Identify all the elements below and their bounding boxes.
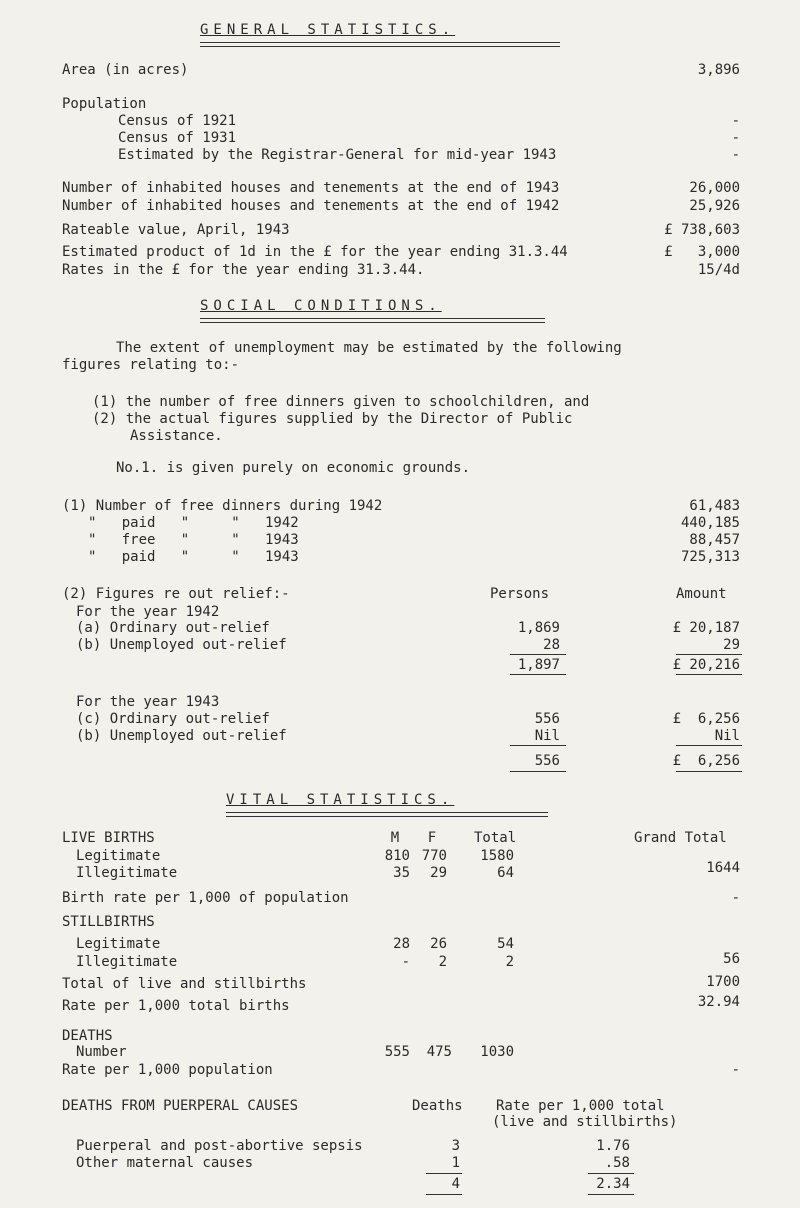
rates-value: 15/4d: [697, 262, 740, 278]
deaths-m: 555: [384, 1044, 410, 1060]
still-legitimate-m: 28: [393, 936, 410, 952]
still-legitimate-label: Legitimate: [76, 936, 161, 952]
dinners-row: " free " " 1943: [88, 532, 299, 548]
heading-underline: [226, 812, 548, 817]
dinners-value: 725,313: [680, 549, 740, 565]
relief-1942-b-persons: 28: [543, 637, 560, 653]
deaths-f: 475: [426, 1044, 452, 1060]
other-maternal-deaths: 1: [451, 1155, 460, 1171]
area-value: 3,896: [697, 62, 740, 78]
houses-1943-label: Number of inhabited houses and tenements at the end of 1943: [62, 180, 560, 196]
social-conditions-heading: SOCIAL CONDITIONS.: [200, 298, 442, 314]
heading-underline: [200, 42, 560, 47]
deaths-total: 1030: [480, 1044, 514, 1060]
subtotal-line: [426, 1173, 462, 1174]
birth-rate-value: -: [731, 890, 740, 906]
total-line: [510, 771, 566, 772]
illegitimate-m: 35: [393, 865, 410, 881]
product-label: Estimated product of 1d in the £ for the year ending 31.3.44: [62, 244, 568, 260]
birth-rate-label: Birth rate per 1,000 of population: [62, 890, 349, 906]
year-1942-label: For the year 1942: [76, 604, 220, 620]
still-illegitimate-total: 2: [505, 954, 514, 970]
puerperal-total-deaths: 4: [451, 1176, 460, 1192]
persons-header: Persons: [490, 586, 550, 602]
total-line: [510, 674, 566, 675]
relief-1942-total-amount: £ 20,216: [672, 657, 740, 673]
dinners-value: 61,483: [689, 498, 740, 514]
relief-1942-a-label: (a) Ordinary out-relief: [76, 620, 270, 636]
illegitimate-f: 29: [430, 865, 447, 881]
total-births-label: Total of live and stillbirths: [62, 976, 307, 992]
total-line: [676, 674, 742, 675]
item-2-continued: Assistance.: [130, 428, 223, 444]
legitimate-total: 1580: [480, 848, 514, 864]
census-1921-label: Census of 1921: [118, 113, 237, 129]
other-maternal-label: Other maternal causes: [76, 1155, 254, 1171]
puerperal-heading: DEATHS FROM PUERPERAL CAUSES: [62, 1098, 299, 1114]
area-label: Area (in acres): [62, 62, 189, 78]
houses-1942-value: 25,926: [689, 198, 740, 214]
rate-total-births-value: 32.94: [697, 994, 740, 1010]
still-legitimate-total: 54: [497, 936, 514, 952]
illegitimate-total: 64: [497, 865, 514, 881]
rate-column-subheader: (live and stillbirths): [492, 1114, 678, 1130]
total-births-value: 1700: [706, 974, 740, 990]
intro-line-1: The extent of unemployment may be estimated by the following: [116, 340, 622, 356]
relief-1942-a-persons: 1,869: [517, 620, 560, 636]
relief-1943-c-label: (c) Ordinary out-relief: [76, 711, 270, 727]
relief-label: (2) Figures re out relief:-: [62, 586, 290, 602]
rateable-value-label: Rateable value, April, 1943: [62, 222, 290, 238]
illegitimate-label: Illegitimate: [76, 865, 178, 881]
deaths-column-header: Deaths: [412, 1098, 463, 1114]
rate-column-header: Rate per 1,000 total: [496, 1098, 665, 1114]
total-line: [676, 771, 742, 772]
relief-1942-b-label: (b) Unemployed out-relief: [76, 637, 287, 653]
relief-1943-total-persons: 556: [534, 753, 560, 769]
relief-1943-b-label: (b) Unemployed out-relief: [76, 728, 287, 744]
item-1: (1) the number of free dinners given to schoolchildren, and: [92, 394, 590, 410]
stillbirths-grand-total: 56: [723, 951, 740, 967]
relief-1942-b-amount: 29: [723, 637, 740, 653]
subtotal-line: [510, 654, 566, 655]
dinners-value: 440,185: [680, 515, 740, 531]
column-total: Total: [474, 830, 517, 846]
census-1921-value: -: [731, 113, 740, 129]
subtotal-line: [588, 1173, 634, 1174]
dinners-row: " paid " " 1943: [88, 549, 299, 565]
still-illegitimate-f: 2: [438, 954, 447, 970]
relief-1942-a-amount: £ 20,187: [672, 620, 740, 636]
still-legitimate-f: 26: [430, 936, 447, 952]
census-1931-label: Census of 1931: [118, 130, 237, 146]
relief-1943-b-amount: Nil: [714, 728, 740, 744]
dinners-row: (1) Number of free dinners during 1942: [62, 498, 383, 514]
relief-1942-total-persons: 1,897: [517, 657, 560, 673]
deaths-rate-value: -: [731, 1062, 740, 1078]
subtotal-line: [676, 745, 742, 746]
relief-1943-c-amount: £ 6,256: [672, 711, 740, 727]
still-illegitimate-label: Illegitimate: [76, 954, 178, 970]
dinners-row: " paid " " 1942: [88, 515, 299, 531]
stillbirths-label: STILLBIRTHS: [62, 914, 155, 930]
item-2: (2) the actual figures supplied by the Director of Public: [92, 411, 573, 427]
live-births-grand-total: 1644: [706, 860, 740, 876]
live-births-label: LIVE BIRTHS: [62, 830, 155, 846]
vital-statistics-heading: VITAL STATISTICS.: [226, 792, 455, 808]
sepsis-label: Puerperal and post-abortive sepsis: [76, 1138, 363, 1154]
total-line: [426, 1194, 462, 1195]
relief-1943-b-persons: Nil: [534, 728, 560, 744]
relief-1943-total-amount: £ 6,256: [672, 753, 740, 769]
product-value: £ 3,000: [664, 244, 740, 260]
rateable-value: £ 738,603: [664, 222, 740, 238]
legitimate-m: 810: [384, 848, 410, 864]
year-1943-label: For the year 1943: [76, 694, 220, 710]
houses-1942-label: Number of inhabited houses and tenements at the end of 1942: [62, 198, 560, 214]
dinners-value: 88,457: [689, 532, 740, 548]
subtotal-line: [510, 745, 566, 746]
sepsis-deaths: 3: [451, 1138, 460, 1154]
general-statistics-heading: GENERAL STATISTICS.: [200, 22, 456, 38]
column-grand-total: Grand Total: [634, 830, 727, 846]
still-illegitimate-m: -: [401, 954, 410, 970]
legitimate-label: Legitimate: [76, 848, 161, 864]
census-1931-value: -: [731, 130, 740, 146]
total-line: [588, 1194, 634, 1195]
deaths-number-label: Number: [76, 1044, 127, 1060]
deaths-label: DEATHS: [62, 1028, 113, 1044]
puerperal-total-rate: 2.34: [596, 1176, 630, 1192]
rates-label: Rates in the £ for the year ending 31.3.44.: [62, 262, 425, 278]
relief-1943-c-persons: 556: [534, 711, 560, 727]
heading-underline: [200, 318, 545, 323]
sepsis-rate: 1.76: [596, 1138, 630, 1154]
estimated-population-value: -: [731, 147, 740, 163]
rate-total-births-label: Rate per 1,000 total births: [62, 998, 290, 1014]
column-m: M: [390, 830, 400, 846]
amount-header: Amount: [676, 586, 727, 602]
other-maternal-rate: .58: [604, 1155, 630, 1171]
deaths-rate-label: Rate per 1,000 population: [62, 1062, 273, 1078]
population-label: Population: [62, 96, 147, 112]
houses-1943-value: 26,000: [689, 180, 740, 196]
column-f: F: [427, 830, 437, 846]
subtotal-line: [676, 654, 742, 655]
estimated-population-label: Estimated by the Registrar-General for mid-year 1943: [118, 147, 557, 163]
intro-line-2: figures relating to:-: [62, 357, 240, 373]
legitimate-f: 770: [421, 848, 447, 864]
economic-note: No.1. is given purely on economic grounds.: [116, 460, 471, 476]
